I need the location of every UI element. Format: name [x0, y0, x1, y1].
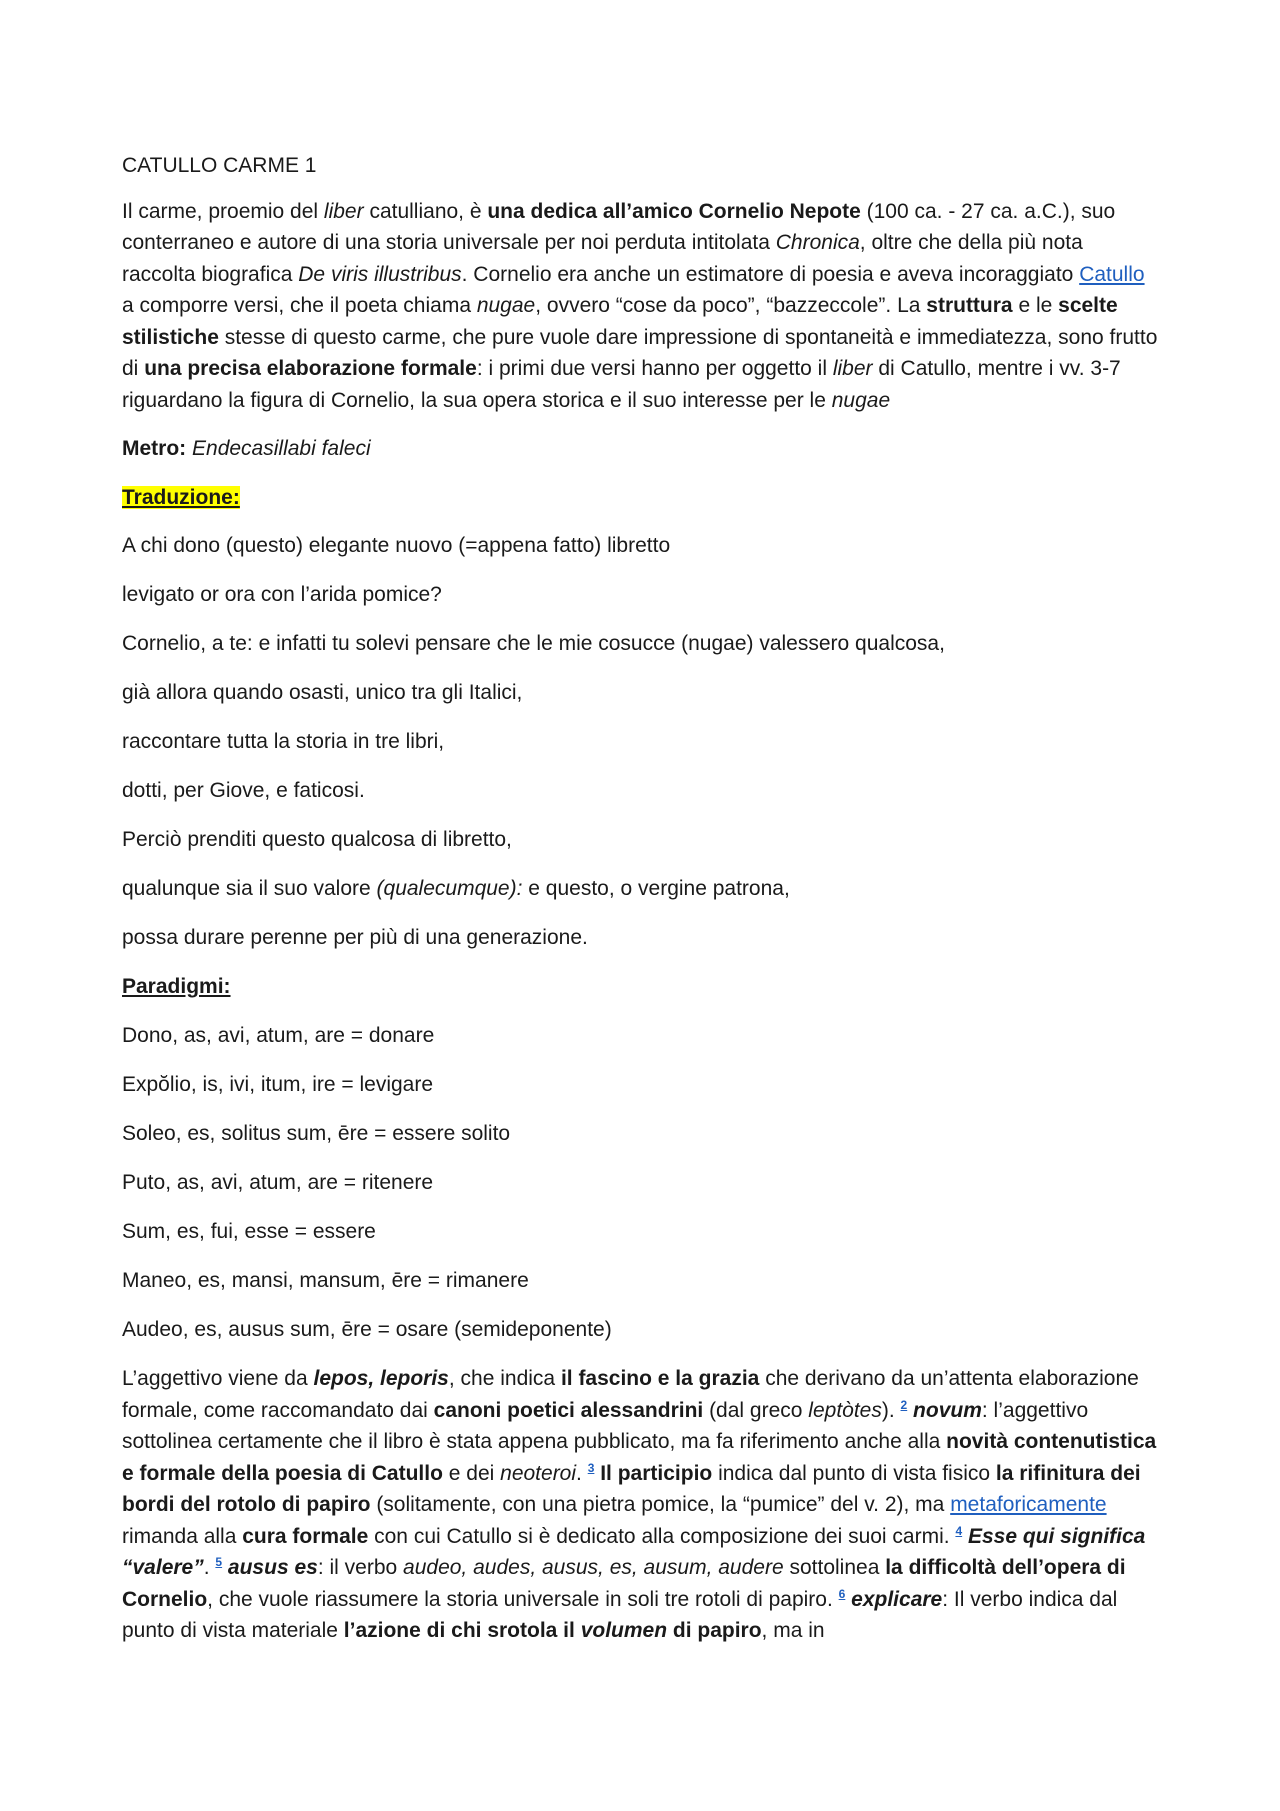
intro-italic: nugae	[831, 388, 891, 412]
notes-text: , ma in	[761, 1619, 825, 1642]
notes-bold: di papiro	[667, 1619, 762, 1642]
footnote-ref-2[interactable]: 2	[900, 1397, 908, 1412]
verse-line: A chi dono (questo) elegante nuovo (=appena fatto) libretto	[122, 534, 671, 557]
notes-bold: il fascino e la grazia	[560, 1367, 760, 1390]
paradigm-line: Expŏlio, is, ivi, itum, ire = levigare	[122, 1073, 434, 1096]
notes-bold: canoni poetici alessandrini	[433, 1398, 704, 1422]
intro-text: : i primi due versi hanno per oggetto il	[476, 357, 833, 380]
intro-text: (100 ca. - 27 ca. a.C.), suo conterraneo e autore di una storia universale per noi perduta intitolata	[122, 199, 1116, 254]
notes-bold: l’azione di chi srotola il	[343, 1619, 581, 1642]
notes-paragraph	[122, 1363, 1162, 1647]
intro-text: e le	[1012, 294, 1059, 317]
notes-bold-italic: volumen	[580, 1619, 668, 1642]
intro-paragraph	[122, 196, 1162, 417]
intro-text: di Catullo, mentre i vv. 3-7 riguardano la figura di Cornelio, la sua opera storica e il suo interesse per le	[122, 357, 1121, 412]
verse-text: e questo, o vergine patrona,	[522, 877, 790, 900]
verse-line: Perciò prenditi questo qualcosa di libretto,	[122, 828, 512, 851]
notes-text: : Il verbo indica dal punto di vista materiale	[122, 1587, 1118, 1642]
notes-italic: audeo, audes, ausus, es, ausum, audere	[403, 1556, 784, 1579]
paradigm-line: Sum, es, fui, esse = essere	[122, 1220, 376, 1243]
notes-text: L’aggettivo viene da	[122, 1367, 314, 1390]
notes-bold: Il participio	[594, 1461, 713, 1485]
notes-bold: la difficoltà dell’opera di Cornelio	[122, 1556, 1126, 1611]
notes-bold: la rifinitura dei bordi del rotolo di papiro	[122, 1461, 1141, 1516]
verse-line: già allora quando osasti, unico tra gli Italici,	[122, 681, 523, 704]
intro-italic: De viris illustribus	[298, 262, 462, 286]
notes-text: sottolinea	[783, 1556, 886, 1579]
document-title: CATULLO CARME 1	[122, 154, 317, 177]
traduzione-heading: Traduzione:	[122, 485, 240, 509]
notes-italic: leptòtes	[808, 1398, 882, 1422]
metaforicamente-link[interactable]: metaforicamente	[950, 1493, 1107, 1516]
notes-bold-italic: novum	[907, 1398, 982, 1422]
notes-bold-italic: Esse qui significa “valere”	[122, 1524, 1146, 1579]
verse-text: qualunque sia il suo valore	[122, 877, 377, 900]
notes-text: rimanda alla	[122, 1524, 243, 1548]
intro-bold: struttura	[926, 294, 1013, 317]
intro-text: Il carme, proemio del	[122, 199, 324, 223]
footnote-ref-6[interactable]: 6	[838, 1586, 846, 1601]
document-body	[122, 150, 1162, 1647]
notes-text: : il verbo	[317, 1556, 404, 1579]
footnote-ref-4[interactable]: 4	[955, 1523, 963, 1538]
notes-bold-italic: explicare	[845, 1587, 943, 1611]
notes-text: che derivano da un’attenta elaborazione formale, come raccomandato dai	[122, 1367, 1139, 1422]
verse-line: possa durare perenne per più di una generazione.	[122, 926, 588, 949]
metro-label: Metro:	[122, 437, 187, 460]
metro-line	[122, 433, 1162, 465]
notes-text: (solitamente, con una pietra pomice, la “pumice” del v. 2), ma	[370, 1493, 951, 1516]
intro-text: , ovvero “cose da poco”, “bazzeccole”. La	[535, 294, 927, 317]
verse-line: raccontare tutta la storia in tre libri,	[122, 730, 445, 753]
verse-line	[122, 873, 1162, 905]
verse-line: dotti, per Giove, e faticosi.	[122, 779, 365, 802]
paradigm-line: Puto, as, avi, atum, are = ritenere	[122, 1171, 434, 1194]
notes-italic: neoteroi	[500, 1461, 577, 1485]
verse-italic: (qualecumque):	[376, 877, 523, 900]
notes-bold: cura formale	[242, 1524, 369, 1548]
notes-text: , che vuole riassumere la storia universale in soli tre rotoli di papiro.	[207, 1587, 839, 1611]
catullo-link[interactable]: Catullo	[1079, 262, 1145, 286]
notes-text: .	[203, 1556, 216, 1579]
traduzione-heading-line	[122, 482, 1162, 514]
intro-bold: scelte stilistiche	[122, 294, 1118, 349]
verse-line: Cornelio, a te: e infatti tu solevi pensare che le mie cosucce (nugae) valessero qualcosa,	[122, 632, 945, 655]
intro-text: stesse di questo carme, che pure vuole dare impressione di spontaneità e immediatezza, sono frutto di	[122, 325, 1158, 380]
intro-italic: liber	[323, 199, 364, 223]
intro-text: catulliano, è	[363, 199, 488, 223]
paradigmi-heading-line	[122, 971, 1162, 1003]
intro-italic: Chronica	[775, 231, 860, 254]
footnote-ref-5[interactable]: 5	[215, 1555, 223, 1569]
intro-text: , oltre che della più nota raccolta biografica	[122, 231, 1083, 286]
notes-text: indica dal punto di vista fisico	[712, 1461, 996, 1485]
notes-text: ).	[881, 1398, 901, 1422]
intro-bold: una dedica all’amico Cornelio Nepote	[487, 199, 861, 223]
notes-bold-italic: lepos, leporis	[313, 1367, 449, 1390]
notes-text: (dal greco	[703, 1398, 809, 1422]
intro-italic: nugae	[476, 294, 536, 317]
notes-text: : l’aggettivo sottolinea certamente che il libro è stata appena pubblicato, ma fa riferimento anche alla	[122, 1398, 1089, 1453]
intro-text: . Cornelio era anche un estimatore di poesia e aveva incoraggiato	[461, 262, 1080, 286]
paradigm-line: Soleo, es, solitus sum, ēre = essere solito	[122, 1122, 511, 1145]
notes-text: con cui Catullo si è dedicato alla composizione dei suoi carmi.	[368, 1524, 956, 1548]
paradigmi-heading: Paradigmi:	[122, 975, 231, 998]
footnote-ref-3[interactable]: 3	[587, 1460, 595, 1475]
metro-value: Endecasillabi faleci	[192, 437, 371, 460]
notes-text: .	[576, 1461, 588, 1485]
notes-text: , che indica	[448, 1367, 561, 1390]
intro-text: a comporre versi, che il poeta chiama	[122, 294, 477, 317]
intro-bold: una precisa elaborazione formale	[144, 357, 477, 380]
paradigm-line: Audeo, es, ausus sum, ēre = osare (semideponente)	[122, 1318, 612, 1341]
notes-bold-italic: ausus es	[222, 1556, 318, 1579]
intro-italic: liber	[832, 357, 873, 380]
paradigm-line: Dono, as, avi, atum, are = donare	[122, 1024, 435, 1047]
notes-text: e dei	[442, 1461, 501, 1485]
paradigm-line: Maneo, es, mansi, mansum, ēre = rimanere	[122, 1269, 529, 1292]
verse-line: levigato or ora con l’arida pomice?	[122, 583, 442, 606]
notes-bold: novità contenutistica e formale della poesia di Catullo	[122, 1430, 1157, 1485]
